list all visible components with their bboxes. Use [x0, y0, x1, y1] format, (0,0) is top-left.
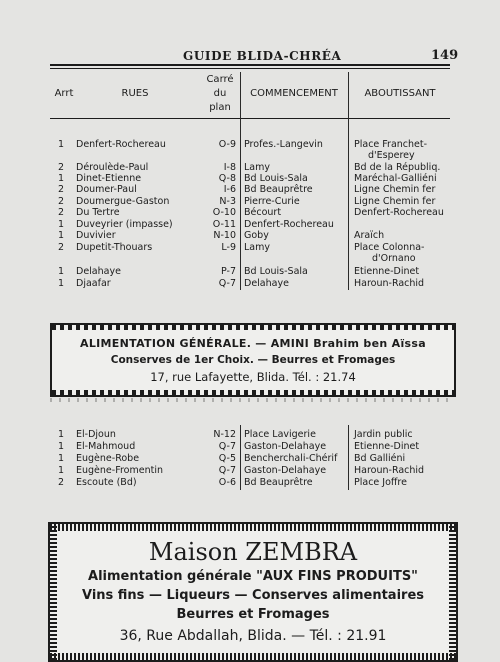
table-row	[0, 476, 500, 489]
ad-border-pattern	[50, 653, 456, 660]
rue-cell: Dinet-Etienne	[76, 173, 142, 184]
column-head-rule	[50, 118, 450, 119]
commencement-cell: Bécourt	[244, 207, 282, 218]
commencement-cell: Lamy	[244, 242, 270, 253]
aboutissant-cell: Etienne-Dinet	[354, 441, 420, 452]
page-number: 149	[431, 48, 459, 63]
carre-cell: Q-7	[218, 278, 236, 289]
col-head-arrt: Arrt	[54, 88, 74, 99]
col-head-carre-1: Carré	[206, 74, 234, 85]
arrt-cell: 2	[58, 477, 65, 488]
carre-cell: N-10	[213, 230, 236, 241]
arrt-cell: 1	[58, 429, 65, 440]
aboutissant-cell: Place Franchet-	[354, 139, 428, 150]
rue-cell: Doumer-Paul	[76, 184, 137, 195]
carre-cell: I-6	[223, 184, 236, 195]
arrt-cell: 1	[58, 173, 65, 184]
aboutissant-cell-cont: d'Ornano	[372, 253, 416, 264]
carre-cell: Q-8	[218, 173, 236, 184]
rue-cell: Déroulède-Paul	[76, 162, 149, 173]
arrt-cell: 2	[58, 207, 65, 218]
carre-cell: I-8	[223, 162, 236, 173]
carre-cell: L-9	[221, 242, 236, 253]
aboutissant-cell: Bd Galliéni	[354, 453, 406, 464]
rue-cell: Eugène-Robe	[76, 453, 140, 464]
advertisement-zembra	[48, 522, 458, 662]
arrt-cell: 1	[58, 230, 65, 241]
commencement-cell: Bd Louis-Sala	[244, 173, 308, 184]
commencement-cell: Gaston-Delahaye	[244, 465, 327, 476]
commencement-cell: Profes.-Langevin	[244, 139, 323, 150]
aboutissant-cell: Place Joffre	[354, 477, 407, 488]
print-speckle	[50, 398, 450, 402]
rue-cell: Doumergue-Gaston	[76, 196, 170, 207]
commencement-cell: Goby	[244, 230, 269, 241]
table-row-continuation	[0, 252, 500, 265]
rue-cell: Duveyrier (impasse)	[76, 219, 173, 230]
carre-cell: N-12	[213, 429, 236, 440]
rue-cell: Du Tertre	[76, 207, 120, 218]
aboutissant-cell: Denfert-Rochereau	[354, 207, 444, 218]
aboutissant-cell: Jardin public	[354, 429, 413, 440]
aboutissant-cell: Bd de la Républiq.	[354, 162, 441, 173]
commencement-cell: Place Lavigerie	[244, 429, 316, 440]
ad-products: Conserves de 1er Choix. — Beurres et Fromages	[110, 354, 396, 366]
col-head-commencement: COMMENCEMENT	[250, 88, 338, 99]
carre-cell: N-3	[219, 196, 236, 207]
commencement-cell: Denfert-Rochereau	[244, 219, 334, 230]
arrt-cell: 2	[58, 196, 65, 207]
carre-cell: O-10	[212, 207, 236, 218]
commencement-cell: Bd Louis-Sala	[244, 266, 308, 277]
carre-cell: O-6	[218, 477, 236, 488]
carre-cell: Q-5	[218, 453, 236, 464]
ad-address: 36, Rue Abdallah, Blida. — Tél. : 21.91	[119, 628, 387, 644]
commencement-cell: Bencherchali-Chérif	[244, 453, 338, 464]
table-row	[0, 277, 500, 290]
arrt-cell: 1	[58, 278, 65, 289]
commencement-cell: Gaston-Delahaye	[244, 441, 327, 452]
ad-products-2: Beurres et Fromages	[176, 607, 330, 622]
aboutissant-cell: Haroun-Rachid	[354, 278, 425, 289]
ad-headline: ALIMENTATION GÉNÉRALE. — AMINI Brahim ben Aïssa	[80, 337, 426, 350]
arrt-cell: 1	[58, 266, 65, 277]
ad-address: 17, rue Lafayette, Blida. Tél. : 21.74	[150, 370, 356, 384]
aboutissant-cell: Haroun-Rachid	[354, 465, 425, 476]
col-head-aboutissant: ABOUTISSANT	[364, 88, 436, 99]
aboutissant-cell: Maréchal-Galliéni	[354, 173, 437, 184]
aboutissant-cell: Place Colonna-	[354, 242, 425, 253]
ad-products: Vins fins — Liqueurs — Conserves alimentaires	[81, 588, 425, 603]
ad-border-pattern	[52, 325, 454, 330]
rue-cell: Delahaye	[76, 266, 121, 277]
arrt-cell: 2	[58, 242, 65, 253]
rue-cell: Eugène-Fromentin	[76, 465, 163, 476]
rue-cell: El-Djoun	[76, 429, 116, 440]
arrt-cell: 2	[58, 184, 65, 195]
commencement-cell: Delahaye	[244, 278, 289, 289]
page-header-title: GUIDE BLIDA-CHRÉA	[183, 49, 342, 63]
commencement-cell: Bd Beauprêtre	[244, 184, 313, 195]
carre-cell: O-11	[212, 219, 236, 230]
rue-cell: Dupetit-Thouars	[76, 242, 153, 253]
ad-tagline: Alimentation générale "AUX FINS PRODUITS"	[88, 569, 418, 584]
header-rule	[50, 64, 450, 66]
carre-cell: P-7	[221, 266, 236, 277]
rue-cell: El-Mahmoud	[76, 441, 136, 452]
rue-cell: Duvivier	[76, 230, 116, 241]
rue-cell: Denfert-Rochereau	[76, 139, 166, 150]
ad-shop-name: Maison ZEMBRA	[148, 538, 358, 566]
aboutissant-cell: Araïch	[354, 230, 385, 241]
ad-border-pattern	[52, 390, 454, 395]
carre-cell: O-9	[218, 139, 236, 150]
arrt-cell: 1	[58, 441, 65, 452]
rue-cell: Djaafar	[76, 278, 111, 289]
aboutissant-cell: Etienne-Dinet	[354, 266, 420, 277]
carre-cell: Q-7	[218, 465, 236, 476]
ad-border-pattern	[50, 524, 456, 531]
header-rule-thin	[50, 68, 450, 69]
carre-cell: Q-7	[218, 441, 236, 452]
arrt-cell: 1	[58, 219, 65, 230]
commencement-cell: Pierre-Curie	[244, 196, 300, 207]
aboutissant-cell-cont: d'Esperey	[368, 150, 415, 161]
advertisement-amini	[50, 323, 456, 397]
arrt-cell: 1	[58, 139, 65, 150]
col-head-rues: RUES	[121, 88, 149, 99]
arrt-cell: 1	[58, 453, 65, 464]
col-head-carre-2: du	[213, 88, 227, 99]
rue-cell: Escoute (Bd)	[76, 477, 137, 488]
arrt-cell: 2	[58, 162, 65, 173]
col-head-carre-3: plan	[209, 102, 231, 113]
aboutissant-cell: Ligne Chemin fer	[354, 196, 436, 207]
commencement-cell: Bd Beauprêtre	[244, 477, 313, 488]
aboutissant-cell: Ligne Chemin fer	[354, 184, 436, 195]
commencement-cell: Lamy	[244, 162, 270, 173]
arrt-cell: 1	[58, 465, 65, 476]
